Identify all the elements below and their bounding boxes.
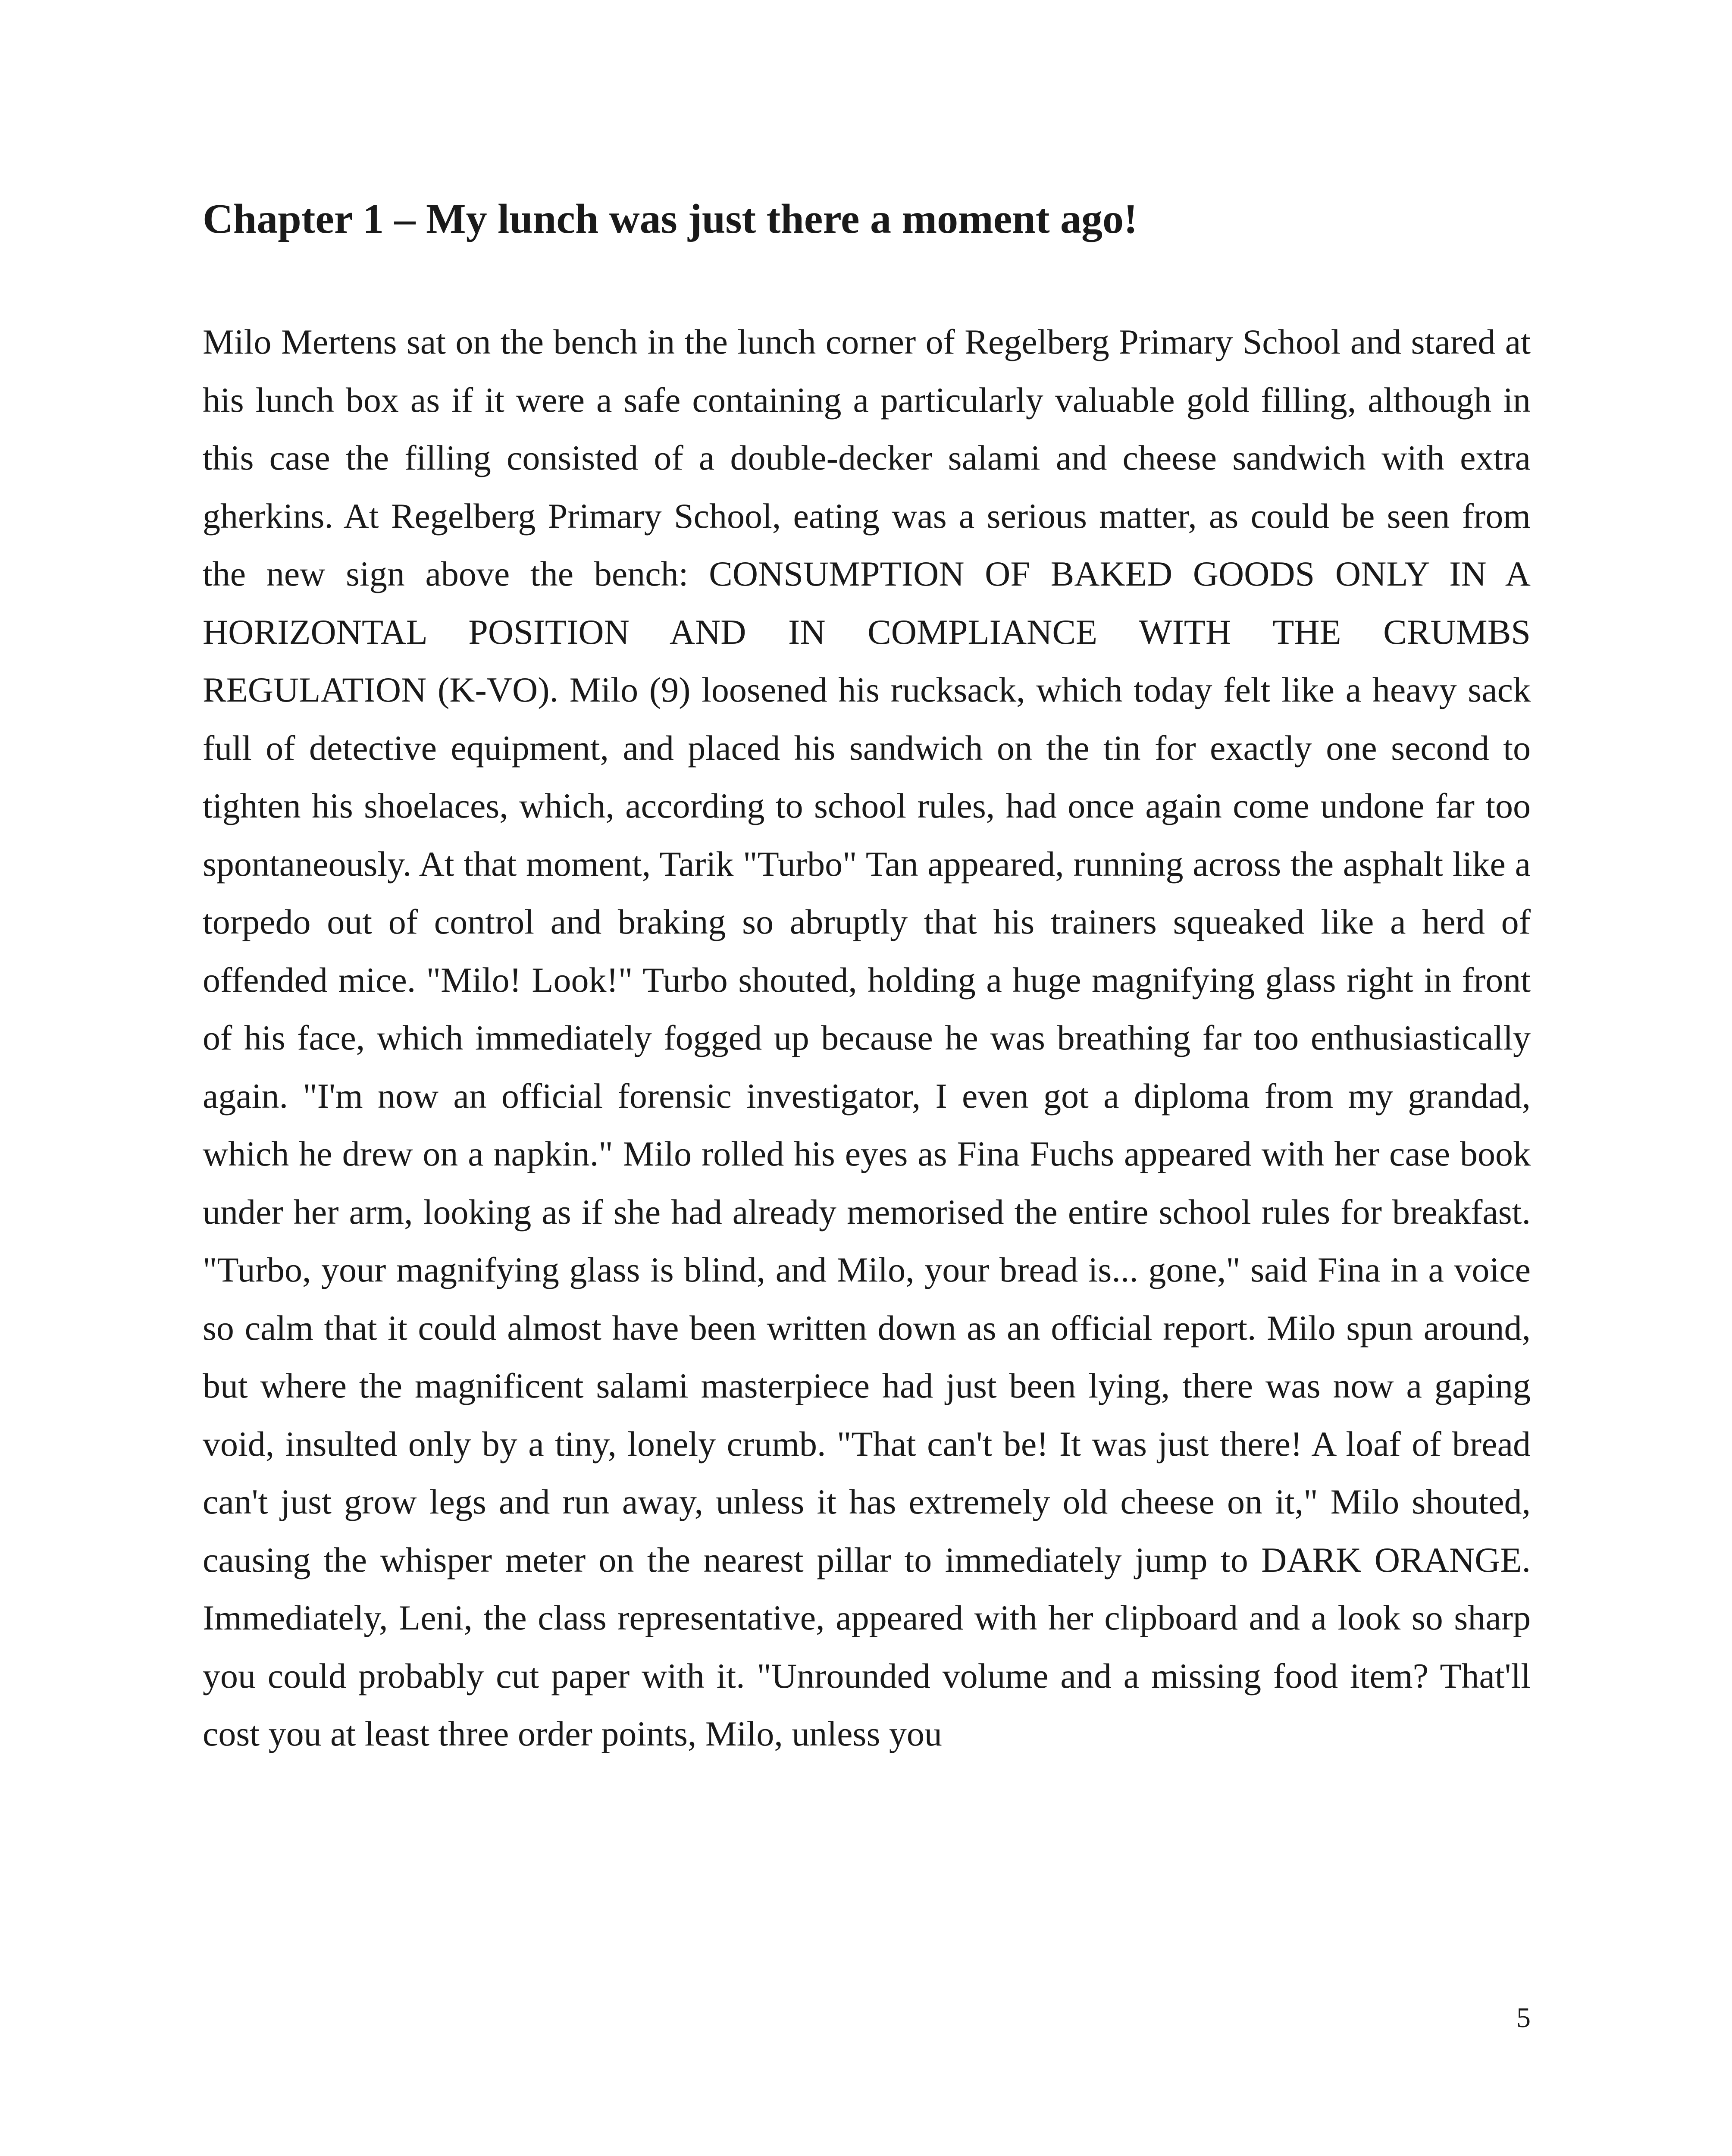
chapter-title: Chapter 1 – My lunch was just there a moment ago! (203, 196, 1138, 242)
page-number: 5 (1516, 2002, 1531, 2034)
body-paragraph: Milo Mertens sat on the bench in the lunch corner of Regelberg Primary School and stared at his lunch box as if it were a safe containing a particularly valuable gold filling, although in this case the filling consisted of a double-decker salami and cheese sandwich with extra gherkins. At Regelberg Primary School, eating was a serious matter, as could be seen from the new sign above the bench: CONSUMPTION OF BAKED GOODS ONLY IN A HORIZONTAL POSITION AND IN COMPLIANCE WITH THE CRUMBS REGULATION (K-VO). Milo (9) loosened his rucksack, which today felt like a heavy sack full of detective equipment, and placed his sandwich on the tin for exactly one second to tighten his shoelaces, which, according to school rules, had once again come undone far too spontaneously. At that moment, Tarik "Turbo" Tan appeared, running across the asphalt like a torpedo out of control and braking so abruptly that his trainers squeaked like a herd of offended mice. "Milo! Look!" Turbo shouted, holding a huge magnifying glass right in front of his face, which immediately fogged up because he was breathing far too enthusiastically again. "I'm now an official forensic investigator, I even got a diploma from my grandad, which he drew on a napkin." Milo rolled his eyes as Fina Fuchs appeared with her case book under her arm, looking as if she had already memorised the entire school rules for breakfast. "Turbo, your magnifying glass is blind, and Milo, your bread is... gone," said Fina in a voice so calm that it could almost have been written down as an official report. Milo spun around, but where the magnificent salami masterpiece had just been lying, there was now a gaping void, insulted only by a tiny, lonely crumb. "That can't be! It was just there! A loaf of bread can't just grow legs and run away, unless it has extremely old cheese on it," Milo shouted, causing the whisper meter on the nearest pillar to immediately jump to DARK ORANGE. Immediately, Leni, the class representative, appeared with her clipboard and a look so sharp you could probably cut paper with it. "Unrounded volume and a missing food item? That'll cost you at least three order points, Milo, unless you (203, 322, 1531, 1753)
